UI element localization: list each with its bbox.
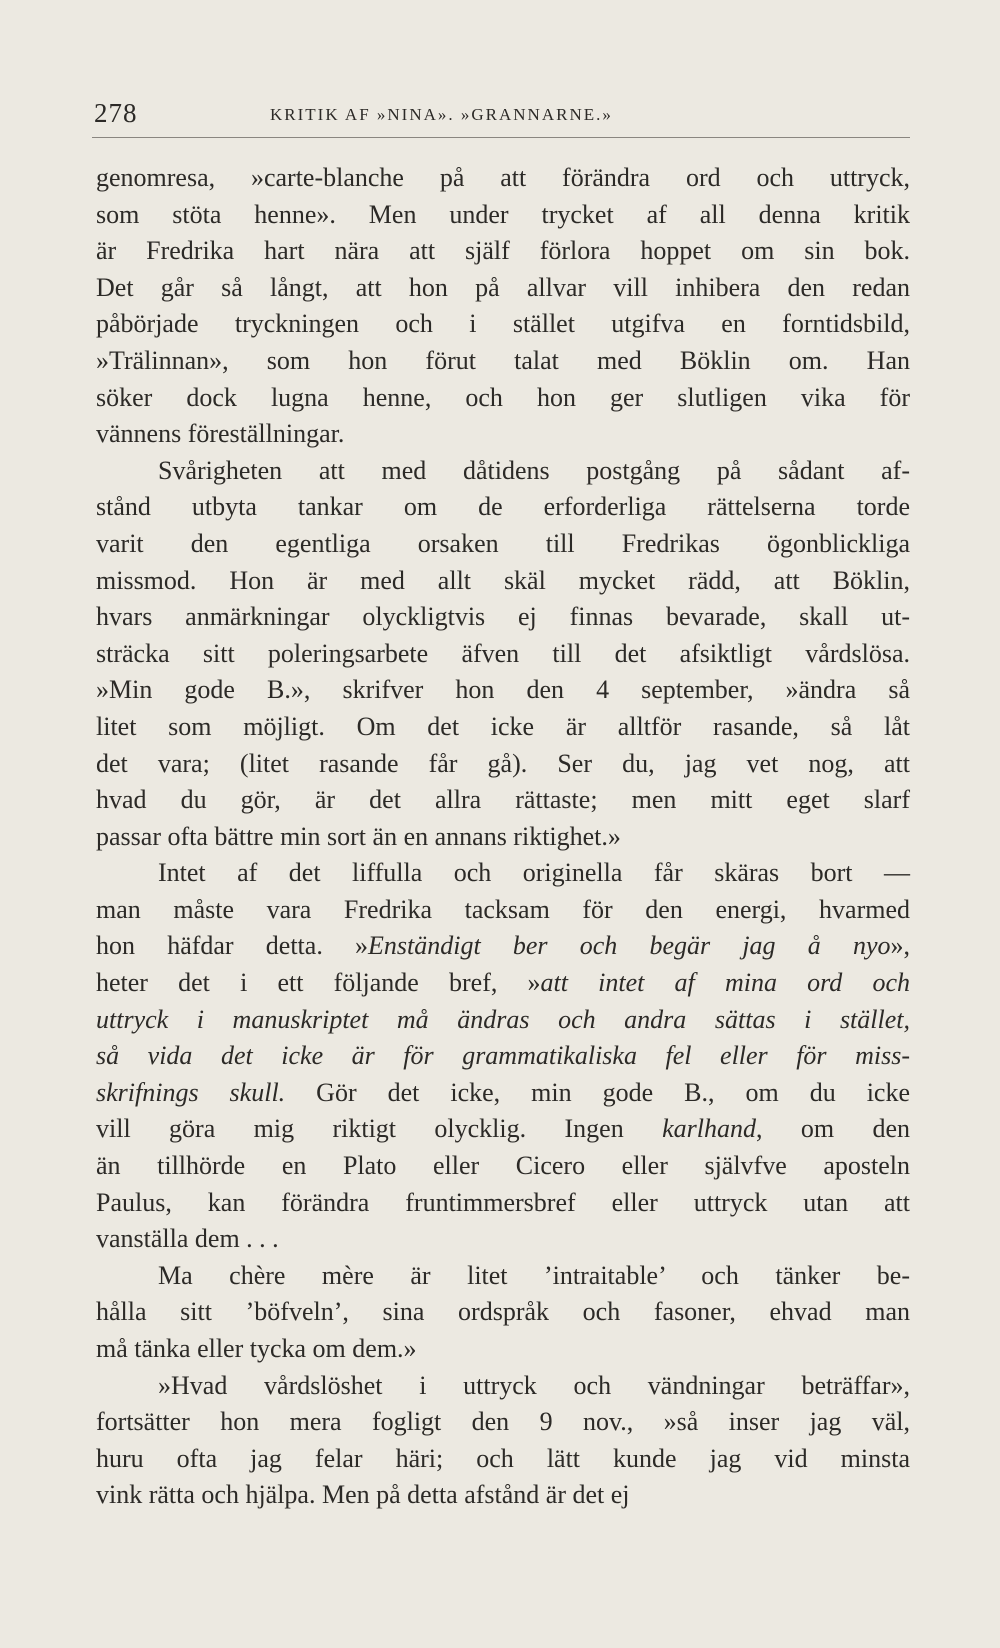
- text-line: [96, 1477, 910, 1514]
- body-text: [96, 160, 910, 1514]
- text-line: [96, 1185, 910, 1222]
- text-run: »,: [890, 931, 910, 961]
- text-run: litet som möjligt. Om det icke är alltför rasande, så låt: [96, 711, 910, 741]
- text-line: [96, 563, 910, 600]
- text-run: påbörjade tryckningen och i stället utgifva en forntidsbild,: [96, 309, 910, 339]
- text-line: [96, 526, 910, 563]
- text-line: [96, 453, 910, 490]
- text-run: det vara; (litet rasande får gå). Ser du, jag vet nog, att: [96, 748, 910, 778]
- text-line: [96, 965, 910, 1002]
- italic-text: så vida det icke är för grammatikaliska fel eller för miss-: [96, 1041, 910, 1071]
- text-run: Gör det icke, min gode B., om du icke: [285, 1077, 911, 1107]
- text-run: huru ofta jag felar häri; och lätt kunde jag vid minsta: [96, 1443, 910, 1473]
- text-line: [96, 1258, 910, 1295]
- text-line: [96, 197, 910, 234]
- running-head: KRITIK AF »NINA». »GRANNARNE.»: [270, 105, 613, 124]
- text-run: heter det i ett följande bref, »: [96, 968, 541, 998]
- text-line: [96, 1221, 910, 1258]
- paragraph: [96, 1368, 910, 1514]
- italic-text: uttryck i manuskriptet må ändras och andra sättas i stället,: [96, 1004, 910, 1034]
- text-line: [96, 1368, 910, 1405]
- italic-text: skrifnings skull.: [96, 1077, 286, 1107]
- text-run: som stöta henne». Men under trycket af all denna kritik: [96, 199, 910, 229]
- text-run: vanställa dem . . .: [96, 1224, 279, 1254]
- text-run: »Min gode B.», skrifver hon den 4 september, »ändra så: [96, 675, 910, 705]
- paragraph: [96, 160, 910, 453]
- header-rule: [92, 137, 910, 138]
- text-line: [96, 306, 910, 343]
- italic-text: att intet af mina ord och: [540, 968, 911, 998]
- text-run: söker dock lugna henne, och hon ger slutligen vika för: [96, 382, 910, 412]
- text-run: än tillhörde en Plato eller Cicero eller självfve aposteln: [96, 1151, 910, 1181]
- italic-text: karlhand: [662, 1114, 756, 1144]
- text-line: [96, 855, 910, 892]
- text-run: vink rätta och hjälpa. Men på detta afstånd är det ej: [96, 1480, 630, 1510]
- text-run: fortsätter hon mera fogligt den 9 nov., »så inser jag väl,: [96, 1407, 910, 1437]
- text-line: [96, 343, 910, 380]
- text-line: [96, 709, 910, 746]
- text-run: stånd utbyta tankar om de erforderliga rättelserna torde: [96, 492, 910, 522]
- paragraph: [96, 453, 910, 856]
- text-line: [96, 416, 910, 453]
- text-line: [96, 233, 910, 270]
- text-line: [96, 1002, 910, 1039]
- text-run: Ma chère mère är litet ’intraitable’ och tänker be-: [158, 1260, 910, 1290]
- text-run: sträcka sitt poleringsarbete äfven till det afsiktligt vårdslösa.: [96, 638, 910, 668]
- text-line: [96, 1038, 910, 1075]
- text-run: må tänka eller tycka om dem.»: [96, 1334, 417, 1363]
- text-line: [96, 1148, 910, 1185]
- page-header: [92, 92, 910, 132]
- text-run: , om den: [755, 1114, 910, 1144]
- paragraph: [96, 1258, 910, 1368]
- text-line: [96, 270, 910, 307]
- text-run: är Fredrika hart nära att själf förlora hoppet om sin bok.: [96, 236, 910, 266]
- italic-text: Enständigt ber och begär jag å nyo: [368, 931, 891, 961]
- text-run: »Hvad vårdslöshet i uttryck och vändningar beträffar»,: [158, 1370, 910, 1400]
- text-run: Intet af det liffulla och originella får skäras bort —: [158, 858, 910, 888]
- text-run: varit den egentliga orsaken till Fredrikas ögonblickliga: [96, 528, 910, 558]
- text-run: passar ofta bättre min sort än en annans riktighet.»: [96, 821, 621, 851]
- text-run: hvars anmärkningar olyckligtvis ej finnas bevarade, skall ut-: [96, 602, 910, 632]
- text-run: Svårigheten att med dåtidens postgång på sådant af-: [158, 455, 910, 485]
- text-run: genomresa, »carte-blanche på att förändra ord och uttryck,: [96, 163, 910, 192]
- text-line: [96, 928, 910, 965]
- text-line: [96, 160, 910, 197]
- page-number: 278: [94, 98, 138, 128]
- text-line: [96, 489, 910, 526]
- text-run: Det går så långt, att hon på allvar vill inhibera den redan: [96, 272, 910, 302]
- text-line: [96, 380, 910, 417]
- text-run: hålla sitt ’böfveln’, sina ordspråk och fasoner, ehvad man: [96, 1297, 910, 1327]
- text-run: Paulus, kan förändra fruntimmersbref eller uttryck utan att: [96, 1187, 910, 1217]
- text-line: [96, 1331, 910, 1368]
- text-line: [96, 672, 910, 709]
- text-run: missmod. Hon är med allt skäl mycket rädd, att Böklin,: [96, 565, 910, 595]
- text-line: [96, 819, 910, 856]
- text-run: vännens föreställningar.: [96, 419, 345, 449]
- text-line: [96, 1111, 910, 1148]
- text-run: hon häfdar detta. »: [96, 931, 369, 961]
- text-run: man måste vara Fredrika tacksam för den energi, hvarmed: [96, 894, 910, 924]
- text-line: [96, 1404, 910, 1441]
- text-line: [96, 746, 910, 783]
- text-run: »Trälinnan», som hon förut talat med Böklin om. Han: [96, 345, 910, 375]
- text-line: [96, 1441, 910, 1478]
- text-line: [96, 599, 910, 636]
- text-line: [96, 782, 910, 819]
- paragraph: [96, 855, 910, 1258]
- text-line: [96, 1294, 910, 1331]
- text-run: vill göra mig riktigt olycklig. Ingen: [96, 1114, 663, 1144]
- text-line: [96, 1075, 910, 1112]
- text-line: [96, 636, 910, 673]
- text-line: [96, 892, 910, 929]
- text-run: hvad du gör, är det allra rättaste; men mitt eget slarf: [96, 785, 910, 815]
